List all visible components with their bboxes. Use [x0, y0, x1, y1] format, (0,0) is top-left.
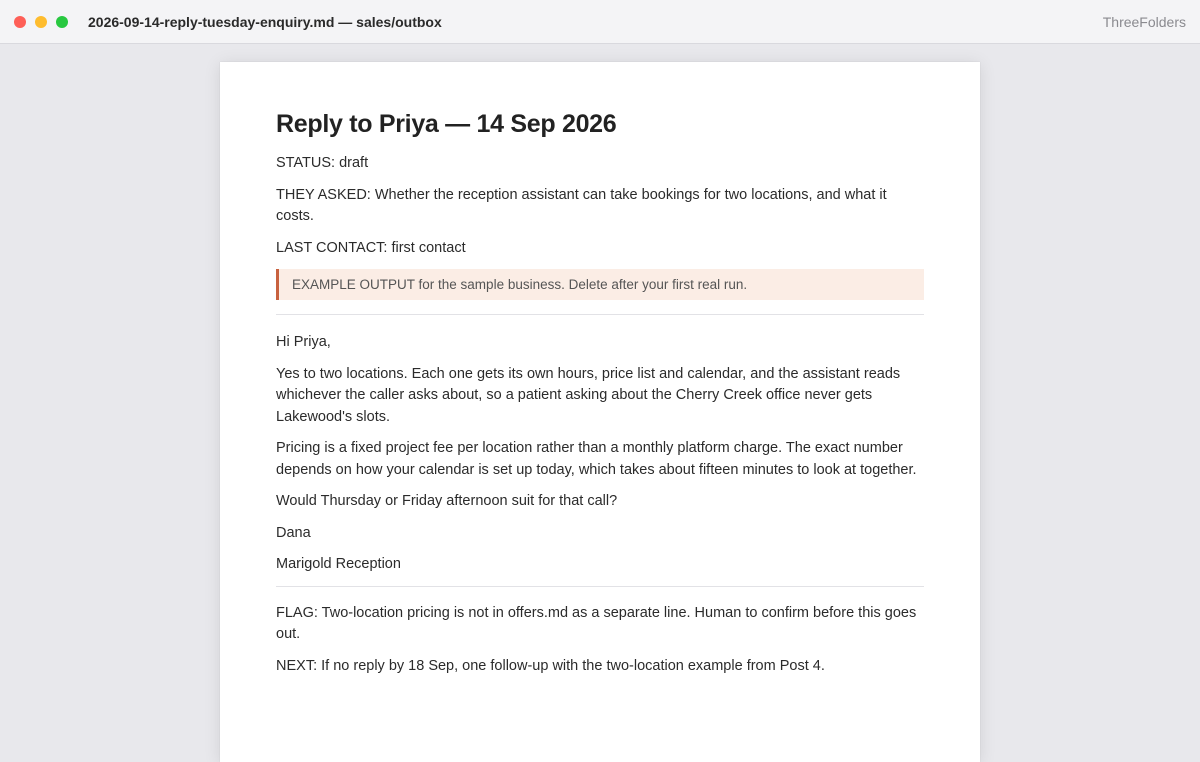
window-title: 2026-09-14-reply-tuesday-enquiry.md — sales/outbox [88, 13, 442, 30]
zoom-window-button[interactable] [56, 16, 68, 28]
divider [276, 314, 924, 315]
app-name: ThreeFolders [1102, 14, 1186, 30]
flag-line: FLAG: Two-location pricing is not in offers.md as a separate line. Human to confirm before this goes out. [276, 604, 917, 642]
minimize-window-button[interactable] [35, 16, 47, 28]
window-controls [14, 16, 68, 28]
email-greeting: Hi Priya, [276, 334, 331, 350]
status-line: STATUS: draft [276, 155, 369, 171]
document-heading: Reply to Priya — 14 Sep 2026 [276, 110, 617, 138]
signature-name: Dana [276, 524, 311, 541]
email-paragraph-locations: Yes to two locations. Each one gets its own hours, price list and calendar, and the assistant reads whichever the caller asks about, so a patient asking about the Cherry Creek office never gets Lakewood's slots. [276, 365, 901, 425]
title-bar [0, 0, 1200, 44]
signature-company: Marigold Reception [276, 556, 401, 572]
they-asked-line: THEY ASKED: Whether the reception assistant can take bookings for two locations, and what it costs. [276, 186, 887, 224]
email-paragraph-call: Would Thursday or Friday afternoon suit for that call? [276, 493, 618, 509]
email-paragraph-pricing: Pricing is a fixed project fee per location rather than a monthly platform charge. The exact number depends on how your calendar is set up today, which takes about fifteen minutes to look at together. [276, 440, 917, 478]
last-contact-line: LAST CONTACT: first contact [276, 239, 466, 256]
next-line: NEXT: If no reply by 18 Sep, one follow-up with the two-location example from Post 4. [276, 657, 825, 674]
example-output-callout: EXAMPLE OUTPUT for the sample business. Delete after your first real run. [276, 269, 924, 300]
document-page [220, 62, 980, 762]
close-window-button[interactable] [14, 16, 26, 28]
divider [276, 586, 924, 587]
